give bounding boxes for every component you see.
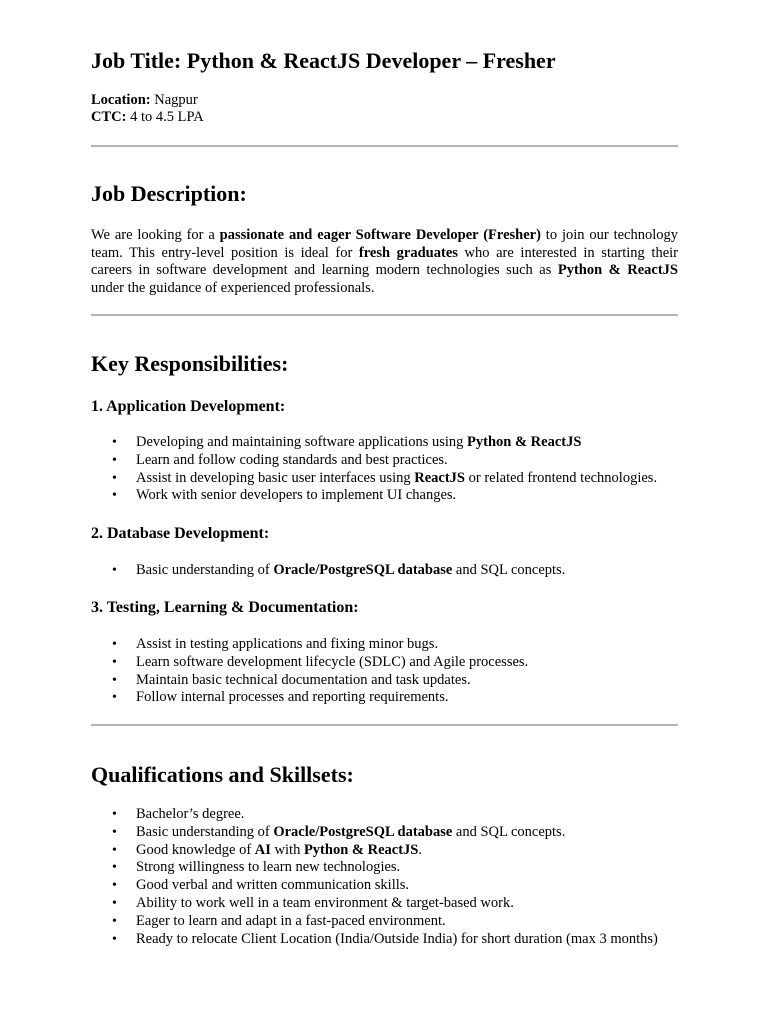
desc-bold: fresh graduates xyxy=(358,244,458,261)
application-development-list xyxy=(91,434,691,505)
item-text: . xyxy=(418,841,422,858)
job-title: Job Title: Python & ReactJS Developer – Fresher xyxy=(91,48,556,73)
item-text: Ability to work well in a team environment & target-based work. xyxy=(136,894,514,911)
bullet-icon: • xyxy=(112,895,117,911)
bullet-icon: • xyxy=(112,824,117,840)
item-text: Developing and maintaining software applications using xyxy=(136,434,468,450)
bullet-icon: • xyxy=(112,807,117,822)
ctc-line xyxy=(91,109,204,127)
item-text: Good knowledge of xyxy=(136,841,255,858)
item-bold: Oracle/PostgreSQL database xyxy=(273,823,453,840)
testing-learning-documentation-heading: 3. Testing, Learning & Documentation: xyxy=(91,599,359,616)
bullet-icon: • xyxy=(112,470,117,486)
location-line xyxy=(91,92,198,110)
item-text: Follow internal processes and reporting requirements. xyxy=(136,689,449,706)
qualifications-heading: Qualifications and Skillsets: xyxy=(91,762,354,787)
database-development-list xyxy=(91,562,691,580)
testing-learning-documentation-list xyxy=(91,636,691,707)
item-text: Assist in developing basic user interfaces using xyxy=(136,469,415,486)
item-text: Bachelor’s degree. xyxy=(136,806,245,822)
item-text: Basic understanding of xyxy=(136,823,274,840)
database-development-heading: 2. Database Development: xyxy=(91,525,270,542)
bullet-icon: • xyxy=(112,488,117,504)
desc-text: who are interested in starting their careers in software development and learning modern technologies such as xyxy=(91,244,678,279)
bullet-icon: • xyxy=(112,913,117,929)
bullet-icon: • xyxy=(112,860,117,876)
divider xyxy=(91,145,678,147)
item-text: Learn software development lifecycle (SDLC) and Agile processes. xyxy=(136,653,529,670)
list-item xyxy=(91,562,691,580)
list-item xyxy=(91,824,691,842)
job-description-paragraph xyxy=(91,227,678,298)
desc-text: to join our technology team. This entry-level position is ideal for xyxy=(91,227,679,261)
item-text: Strong willingness to learn new technologies. xyxy=(136,859,401,876)
list-item xyxy=(91,470,691,488)
divider xyxy=(91,314,678,316)
list-item xyxy=(91,913,691,931)
bullet-icon: • xyxy=(112,672,117,688)
bullet-icon: • xyxy=(112,637,117,652)
list-item xyxy=(91,487,691,505)
list-item xyxy=(91,842,691,860)
list-item xyxy=(91,895,691,913)
desc-text: We are looking for a xyxy=(91,227,220,243)
qualifications-list xyxy=(91,806,691,948)
item-text: Work with senior developers to implement UI changes. xyxy=(136,487,457,504)
job-description-heading: Job Description: xyxy=(91,181,247,206)
bullet-icon: • xyxy=(112,878,117,894)
list-item xyxy=(91,672,691,690)
list-item xyxy=(91,636,691,654)
item-text: and SQL concepts. xyxy=(452,562,566,578)
list-item xyxy=(91,806,691,824)
bullet-icon: • xyxy=(112,435,117,450)
item-text: Good verbal and written communication skills. xyxy=(136,877,410,894)
item-text: Ready to relocate Client Location (India/Outside India) for short duration (max 3 months) xyxy=(136,930,658,947)
ctc-value: 4 to 4.5 LPA xyxy=(126,109,204,125)
item-text: Assist in testing applications and fixing minor bugs. xyxy=(136,636,439,652)
location-value: Nagpur xyxy=(150,92,198,108)
item-bold: Python & ReactJS xyxy=(467,434,582,450)
bullet-icon: • xyxy=(112,842,117,858)
bullet-icon: • xyxy=(112,654,117,670)
list-item xyxy=(91,452,691,470)
application-development-heading: 1. Application Development: xyxy=(91,398,286,415)
item-bold: ReactJS xyxy=(414,469,466,486)
bullet-icon: • xyxy=(112,931,117,947)
ctc-label: CTC: xyxy=(91,109,127,125)
location-label: Location: xyxy=(91,92,151,108)
key-responsibilities-heading: Key Responsibilities: xyxy=(91,351,289,376)
item-bold: Oracle/PostgreSQL database xyxy=(273,562,453,578)
item-bold: Python & ReactJS xyxy=(303,841,419,858)
list-item xyxy=(91,877,691,895)
item-text: and SQL concepts. xyxy=(452,823,566,840)
list-item xyxy=(91,654,691,672)
desc-bold: Python & ReactJS xyxy=(557,262,678,279)
list-item xyxy=(91,859,691,877)
divider xyxy=(91,724,678,726)
item-bold: AI xyxy=(254,841,271,858)
list-item xyxy=(91,434,691,452)
bullet-icon: • xyxy=(112,563,117,578)
list-item xyxy=(91,689,691,707)
item-text: Maintain basic technical documentation and task updates. xyxy=(136,671,471,688)
bullet-icon: • xyxy=(112,452,117,468)
item-text: or related frontend technologies. xyxy=(465,469,658,486)
item-text: Basic understanding of xyxy=(136,562,274,578)
item-text: Learn and follow coding standards and best practices. xyxy=(136,451,448,468)
item-text: Eager to learn and adapt in a fast-paced environment. xyxy=(136,912,446,929)
desc-text: under the guidance of experienced professionals. xyxy=(91,280,375,297)
list-item xyxy=(91,931,691,949)
desc-bold: passionate and eager Software Developer (Fresher) xyxy=(219,227,541,243)
item-text: with xyxy=(270,841,304,858)
bullet-icon: • xyxy=(112,690,117,706)
